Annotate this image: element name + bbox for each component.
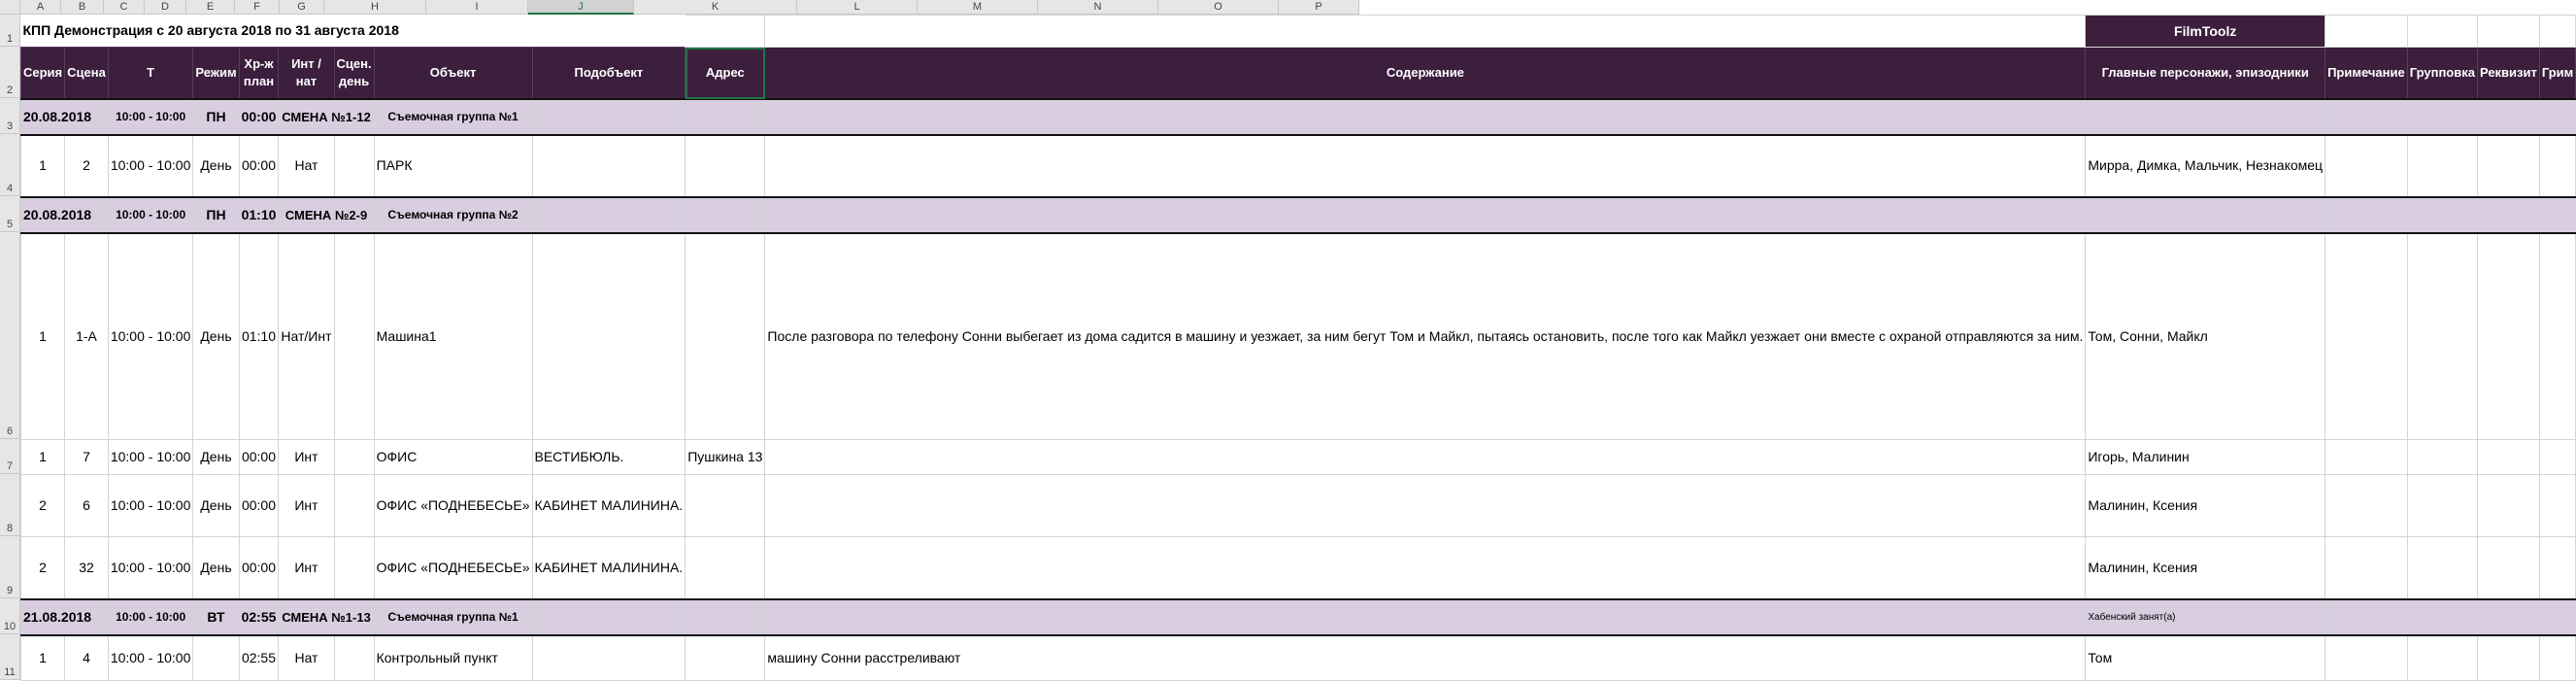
row-header-8[interactable]: 8 xyxy=(0,474,20,536)
select-all-corner[interactable] xyxy=(0,0,20,15)
cell-rezhim[interactable]: День xyxy=(193,440,239,475)
row-1 xyxy=(21,16,2576,48)
cell-m1[interactable] xyxy=(2325,16,2408,48)
cell-seriya[interactable]: 1 xyxy=(21,635,65,681)
spreadsheet-grid xyxy=(20,15,2576,681)
row-header-6[interactable]: 6 xyxy=(0,232,20,439)
cell-scena[interactable]: 6 xyxy=(65,475,109,537)
cell-adres[interactable] xyxy=(686,537,765,599)
cell-soderzhanie[interactable] xyxy=(765,440,2086,475)
cell-n1[interactable] xyxy=(2407,16,2477,48)
cell-scena[interactable]: 4 xyxy=(65,635,109,681)
column-header-f[interactable]: F xyxy=(235,0,280,15)
group-row xyxy=(21,599,2576,635)
cell-int[interactable]: Инт xyxy=(279,537,334,599)
cell-personazhi[interactable]: Том, Сонни, Майкл xyxy=(2086,233,2325,440)
header-int-nat[interactable]: Инт / нат xyxy=(279,48,334,99)
cell-personazhi[interactable]: Малинин, Ксения xyxy=(2086,475,2325,537)
row-header-4[interactable]: 4 xyxy=(0,134,20,196)
header-scena[interactable]: Сцена xyxy=(65,48,109,99)
cell-obekt[interactable]: ОФИС «ПОДНЕБЕСЬЕ» xyxy=(374,475,532,537)
cell-adres[interactable]: Пушкина 13 xyxy=(686,440,765,475)
group-crew[interactable]: Съемочная группа №1 xyxy=(374,99,532,135)
column-header-d[interactable]: D xyxy=(145,0,186,15)
column-header-j[interactable]: J xyxy=(528,0,634,15)
cell-t[interactable]: 10:00 - 10:00 xyxy=(108,537,193,599)
group-day[interactable]: ПН xyxy=(193,197,239,233)
filmtoolz-logo: FilmToolz xyxy=(2086,16,2325,48)
column-header-g[interactable]: G xyxy=(280,0,324,15)
cell-scena[interactable]: 1-А xyxy=(65,233,109,440)
row-header-3[interactable]: 3 xyxy=(0,98,20,134)
cell-soderzhanie[interactable]: После разговора по телефону Сонни выбегает из дома садится в машину и уезжает, за ним бегут Том и Майкл, пытаясь остановить, после того как Майкл уезжает они вместе с охраной отправляются за ним. xyxy=(765,233,2086,440)
row-header-9[interactable]: 9 xyxy=(0,536,20,598)
column-header-p[interactable]: P xyxy=(1279,0,1359,15)
header-seriya[interactable]: Серия xyxy=(21,48,65,99)
cell-j1[interactable] xyxy=(686,16,765,48)
cell-rezhim[interactable]: День xyxy=(193,537,239,599)
scene-row xyxy=(21,537,2576,599)
scene-row xyxy=(21,135,2576,197)
cell-personazhi[interactable]: Игорь, Малинин xyxy=(2086,440,2325,475)
row-header-1[interactable]: 1 xyxy=(0,15,20,47)
row-header-11[interactable]: 11 xyxy=(0,634,20,680)
group-hr[interactable]: 02:55 xyxy=(239,599,279,635)
column-header-i[interactable]: I xyxy=(426,0,528,15)
cell-podobekt[interactable] xyxy=(532,635,686,681)
group-crew[interactable]: Съемочная группа №1 xyxy=(374,599,532,635)
group-hr[interactable]: 01:10 xyxy=(239,197,279,233)
cell-t[interactable]: 10:00 - 10:00 xyxy=(108,135,193,197)
cell-adres[interactable] xyxy=(686,635,765,681)
group-time[interactable]: 10:00 - 10:00 xyxy=(108,99,193,135)
cell-obekt[interactable]: Машина1 xyxy=(374,233,532,440)
header-adres[interactable]: Адрес xyxy=(686,48,765,99)
group-hr[interactable]: 00:00 xyxy=(239,99,279,135)
row-header-2[interactable]: 2 xyxy=(0,47,20,98)
column-header-k[interactable]: K xyxy=(634,0,797,15)
column-header-h[interactable]: H xyxy=(324,0,426,15)
column-header-c[interactable]: C xyxy=(104,0,145,15)
column-header-e[interactable]: E xyxy=(186,0,235,15)
cell-seriya[interactable]: 2 xyxy=(21,537,65,599)
column-header-a[interactable]: A xyxy=(20,0,61,15)
cell-podobekt[interactable]: ВЕСТИБЮЛЬ. xyxy=(532,440,686,475)
scene-row xyxy=(21,475,2576,537)
cell-personazhi[interactable]: Малинин, Ксения xyxy=(2086,537,2325,599)
cell-scen-den[interactable] xyxy=(334,475,374,537)
row-header-5[interactable]: 5 xyxy=(0,196,20,232)
sheet-title[interactable]: КПП Демонстрация с 20 августа 2018 по 31 августа 2018 xyxy=(22,22,399,39)
column-header-b[interactable]: B xyxy=(61,0,104,15)
row-header-7[interactable]: 7 xyxy=(0,439,20,474)
group-row xyxy=(21,197,2576,233)
cell-t[interactable]: 10:00 - 10:00 xyxy=(108,635,193,681)
group-shift[interactable]: СМЕНА №1-12 xyxy=(279,99,374,135)
cell-personazhi[interactable]: Мирра, Димка, Мальчик, Незнакомец xyxy=(2086,135,2325,197)
cell-scena[interactable]: 2 xyxy=(65,135,109,197)
group-time[interactable]: 10:00 - 10:00 xyxy=(108,197,193,233)
cell-hr[interactable]: 02:55 xyxy=(239,635,279,681)
cell-seriya[interactable]: 1 xyxy=(21,440,65,475)
cell-soderzhanie[interactable] xyxy=(765,475,2086,537)
header-soderzhanie[interactable]: Содержание xyxy=(765,48,2086,99)
cell-hr[interactable]: 00:00 xyxy=(239,537,279,599)
cell-adres[interactable] xyxy=(686,135,765,197)
cell-p1[interactable] xyxy=(2539,16,2575,48)
cell-int[interactable]: Нат xyxy=(279,635,334,681)
cell-soderzhanie[interactable] xyxy=(765,135,2086,197)
cell-scen-den[interactable] xyxy=(334,440,374,475)
column-header-m[interactable]: M xyxy=(918,0,1038,15)
header-scen-den[interactable]: Сцен. день xyxy=(334,48,374,99)
cell-scena[interactable]: 32 xyxy=(65,537,109,599)
cell-int[interactable]: Инт xyxy=(279,475,334,537)
header-obekt[interactable]: Объект xyxy=(374,48,532,99)
cell-podobekt[interactable]: КАБИНЕТ МАЛИНИНА. xyxy=(532,537,686,599)
cell-seriya[interactable]: 1 xyxy=(21,135,65,197)
cell-int[interactable]: Инт xyxy=(279,440,334,475)
cell-hr[interactable]: 01:10 xyxy=(239,233,279,440)
cell-scen-den[interactable] xyxy=(334,135,374,197)
cell-int[interactable]: Нат xyxy=(279,135,334,197)
column-header-o[interactable]: O xyxy=(1158,0,1279,15)
cell-rezhim[interactable]: День xyxy=(193,233,239,440)
row-header-10[interactable]: 10 xyxy=(0,598,20,634)
group-note[interactable]: Хабенский занят(а) xyxy=(2086,599,2325,635)
cell-soderzhanie[interactable]: машину Сонни расстреливают xyxy=(765,635,2086,681)
header-row xyxy=(21,48,2576,99)
cell-t[interactable]: 10:00 - 10:00 xyxy=(108,233,193,440)
cell-t[interactable]: 10:00 - 10:00 xyxy=(108,440,193,475)
cell-int[interactable]: Нат/Инт xyxy=(279,233,334,440)
cell-scena[interactable]: 7 xyxy=(65,440,109,475)
header-gruppovka[interactable]: Групповка xyxy=(2407,48,2477,99)
group-day[interactable]: ВТ xyxy=(193,599,239,635)
cell-rezhim[interactable]: День xyxy=(193,135,239,197)
cell-podobekt[interactable]: КАБИНЕТ МАЛИНИНА. xyxy=(532,475,686,537)
cell-hr[interactable]: 00:00 xyxy=(239,440,279,475)
group-time[interactable]: 10:00 - 10:00 xyxy=(108,599,193,635)
cell-k1[interactable] xyxy=(765,16,2086,48)
cell-scen-den[interactable] xyxy=(334,635,374,681)
header-podobekt[interactable]: Подобъект xyxy=(532,48,686,99)
header-rekvizit[interactable]: Реквизит xyxy=(2477,48,2539,99)
header-t[interactable]: Т xyxy=(108,48,193,99)
column-header-l[interactable]: L xyxy=(797,0,918,15)
cell-obekt[interactable]: ОФИС xyxy=(374,440,532,475)
cell-scen-den[interactable] xyxy=(334,537,374,599)
cell-adres[interactable] xyxy=(686,233,765,440)
header-rezhim[interactable]: Режим xyxy=(193,48,239,99)
group-date[interactable]: 21.08.2018 xyxy=(21,599,109,635)
column-header-n[interactable]: N xyxy=(1038,0,1158,15)
group-shift[interactable]: СМЕНА №1-13 xyxy=(279,599,374,635)
group-date[interactable]: 20.08.2018 xyxy=(21,99,109,135)
cell-podobekt[interactable] xyxy=(532,135,686,197)
scene-row xyxy=(21,233,2576,440)
cell-scen-den[interactable] xyxy=(334,233,374,440)
cell-soderzhanie[interactable] xyxy=(765,537,2086,599)
cell-obekt[interactable]: ОФИС «ПОДНЕБЕСЬЕ» xyxy=(374,537,532,599)
cell-adres[interactable] xyxy=(686,475,765,537)
group-crew[interactable]: Съемочная группа №2 xyxy=(374,197,532,233)
cell-obekt[interactable]: ПАРК xyxy=(374,135,532,197)
scene-row xyxy=(21,440,2576,475)
cell-o1[interactable] xyxy=(2477,16,2539,48)
cell-seriya[interactable]: 1 xyxy=(21,233,65,440)
cell-seriya[interactable]: 2 xyxy=(21,475,65,537)
cell-t[interactable]: 10:00 - 10:00 xyxy=(108,475,193,537)
group-date[interactable]: 20.08.2018 xyxy=(21,197,109,233)
group-day[interactable]: ПН xyxy=(193,99,239,135)
cell-obekt[interactable]: Контрольный пункт xyxy=(374,635,532,681)
cell-rezhim[interactable]: День xyxy=(193,475,239,537)
cell-podobekt[interactable] xyxy=(532,233,686,440)
scene-row xyxy=(21,635,2576,681)
cell-rezhim[interactable] xyxy=(193,635,239,681)
group-row xyxy=(21,99,2576,135)
header-hr-plan[interactable]: Хр-ж план xyxy=(239,48,279,99)
group-shift[interactable]: СМЕНА №2-9 xyxy=(279,197,374,233)
cell-hr[interactable]: 00:00 xyxy=(239,135,279,197)
header-primechanie[interactable]: Примечание xyxy=(2325,48,2408,99)
header-grim[interactable]: Грим xyxy=(2539,48,2575,99)
cell-hr[interactable]: 00:00 xyxy=(239,475,279,537)
header-personazhi[interactable]: Главные персонажи, эпизодники xyxy=(2086,48,2325,99)
cell-personazhi[interactable]: Том xyxy=(2086,635,2325,681)
